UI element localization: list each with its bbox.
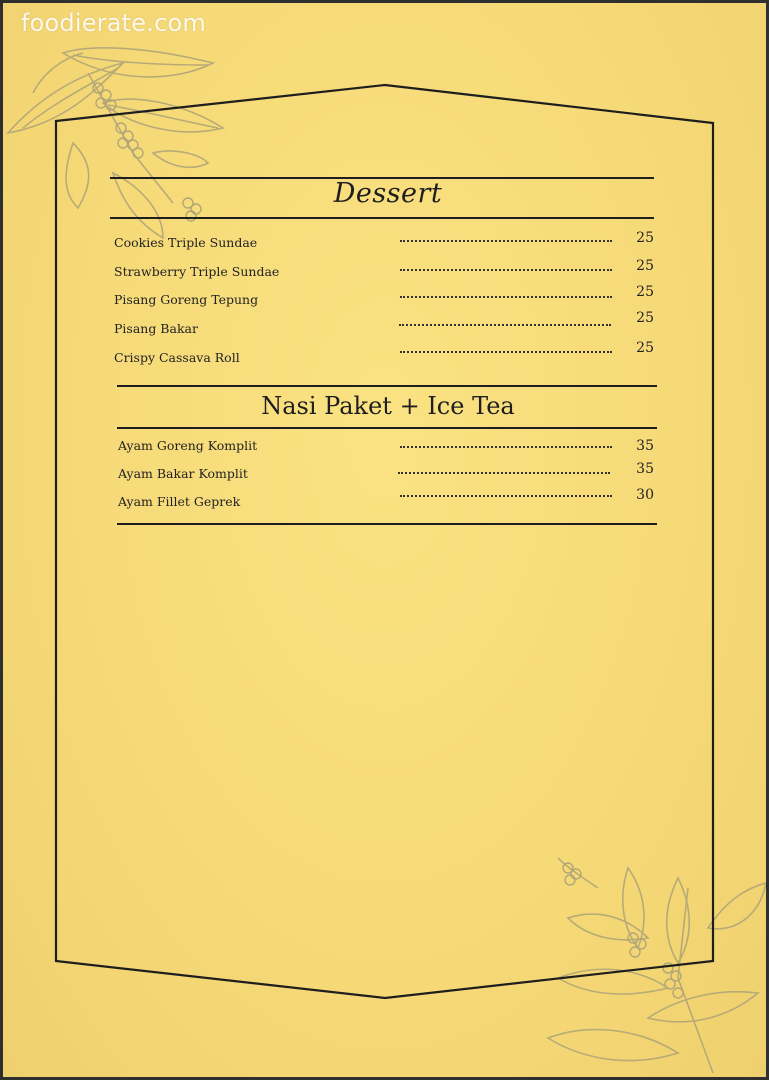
menu-item-name: Pisang Goreng Tepung — [114, 292, 259, 307]
menu-item-price: 30 — [636, 487, 654, 503]
dot-leader — [400, 351, 612, 353]
menu-page — [3, 3, 766, 1077]
dot-leader — [398, 472, 610, 474]
divider-line — [110, 217, 654, 219]
menu-item-name: Crispy Cassava Roll — [114, 350, 240, 365]
divider-line — [117, 523, 657, 525]
menu-item-price: 25 — [636, 258, 654, 274]
menu-item-price: 35 — [636, 438, 654, 454]
dot-leader — [399, 324, 611, 326]
menu-item-price: 25 — [636, 230, 654, 246]
menu-item-price: 25 — [636, 310, 654, 326]
menu-item-price: 35 — [636, 461, 654, 477]
menu-item-name: Ayam Bakar Komplit — [118, 466, 248, 481]
menu-item-price: 25 — [636, 340, 654, 356]
menu-item-name: Cookies Triple Sundae — [114, 235, 258, 250]
menu-item-price: 25 — [636, 284, 654, 300]
menu-item-name: Pisang Bakar — [114, 321, 198, 336]
watermark: foodierate.com — [21, 9, 206, 37]
divider-line — [117, 427, 657, 429]
section-title-dessert: Dessert — [333, 178, 443, 209]
dot-leader — [400, 495, 612, 497]
dot-leader — [400, 269, 612, 271]
dot-leader — [400, 296, 612, 298]
menu-item-name: Strawberry Triple Sundae — [114, 264, 280, 279]
menu-frame — [3, 3, 766, 1077]
menu-item-name: Ayam Goreng Komplit — [118, 438, 258, 453]
dot-leader — [400, 240, 612, 242]
dot-leader — [400, 446, 612, 448]
section-title-nasi-paket: Nasi Paket + Ice Tea — [261, 392, 515, 420]
menu-item-name: Ayam Fillet Geprek — [118, 494, 241, 509]
divider-line — [117, 385, 657, 387]
